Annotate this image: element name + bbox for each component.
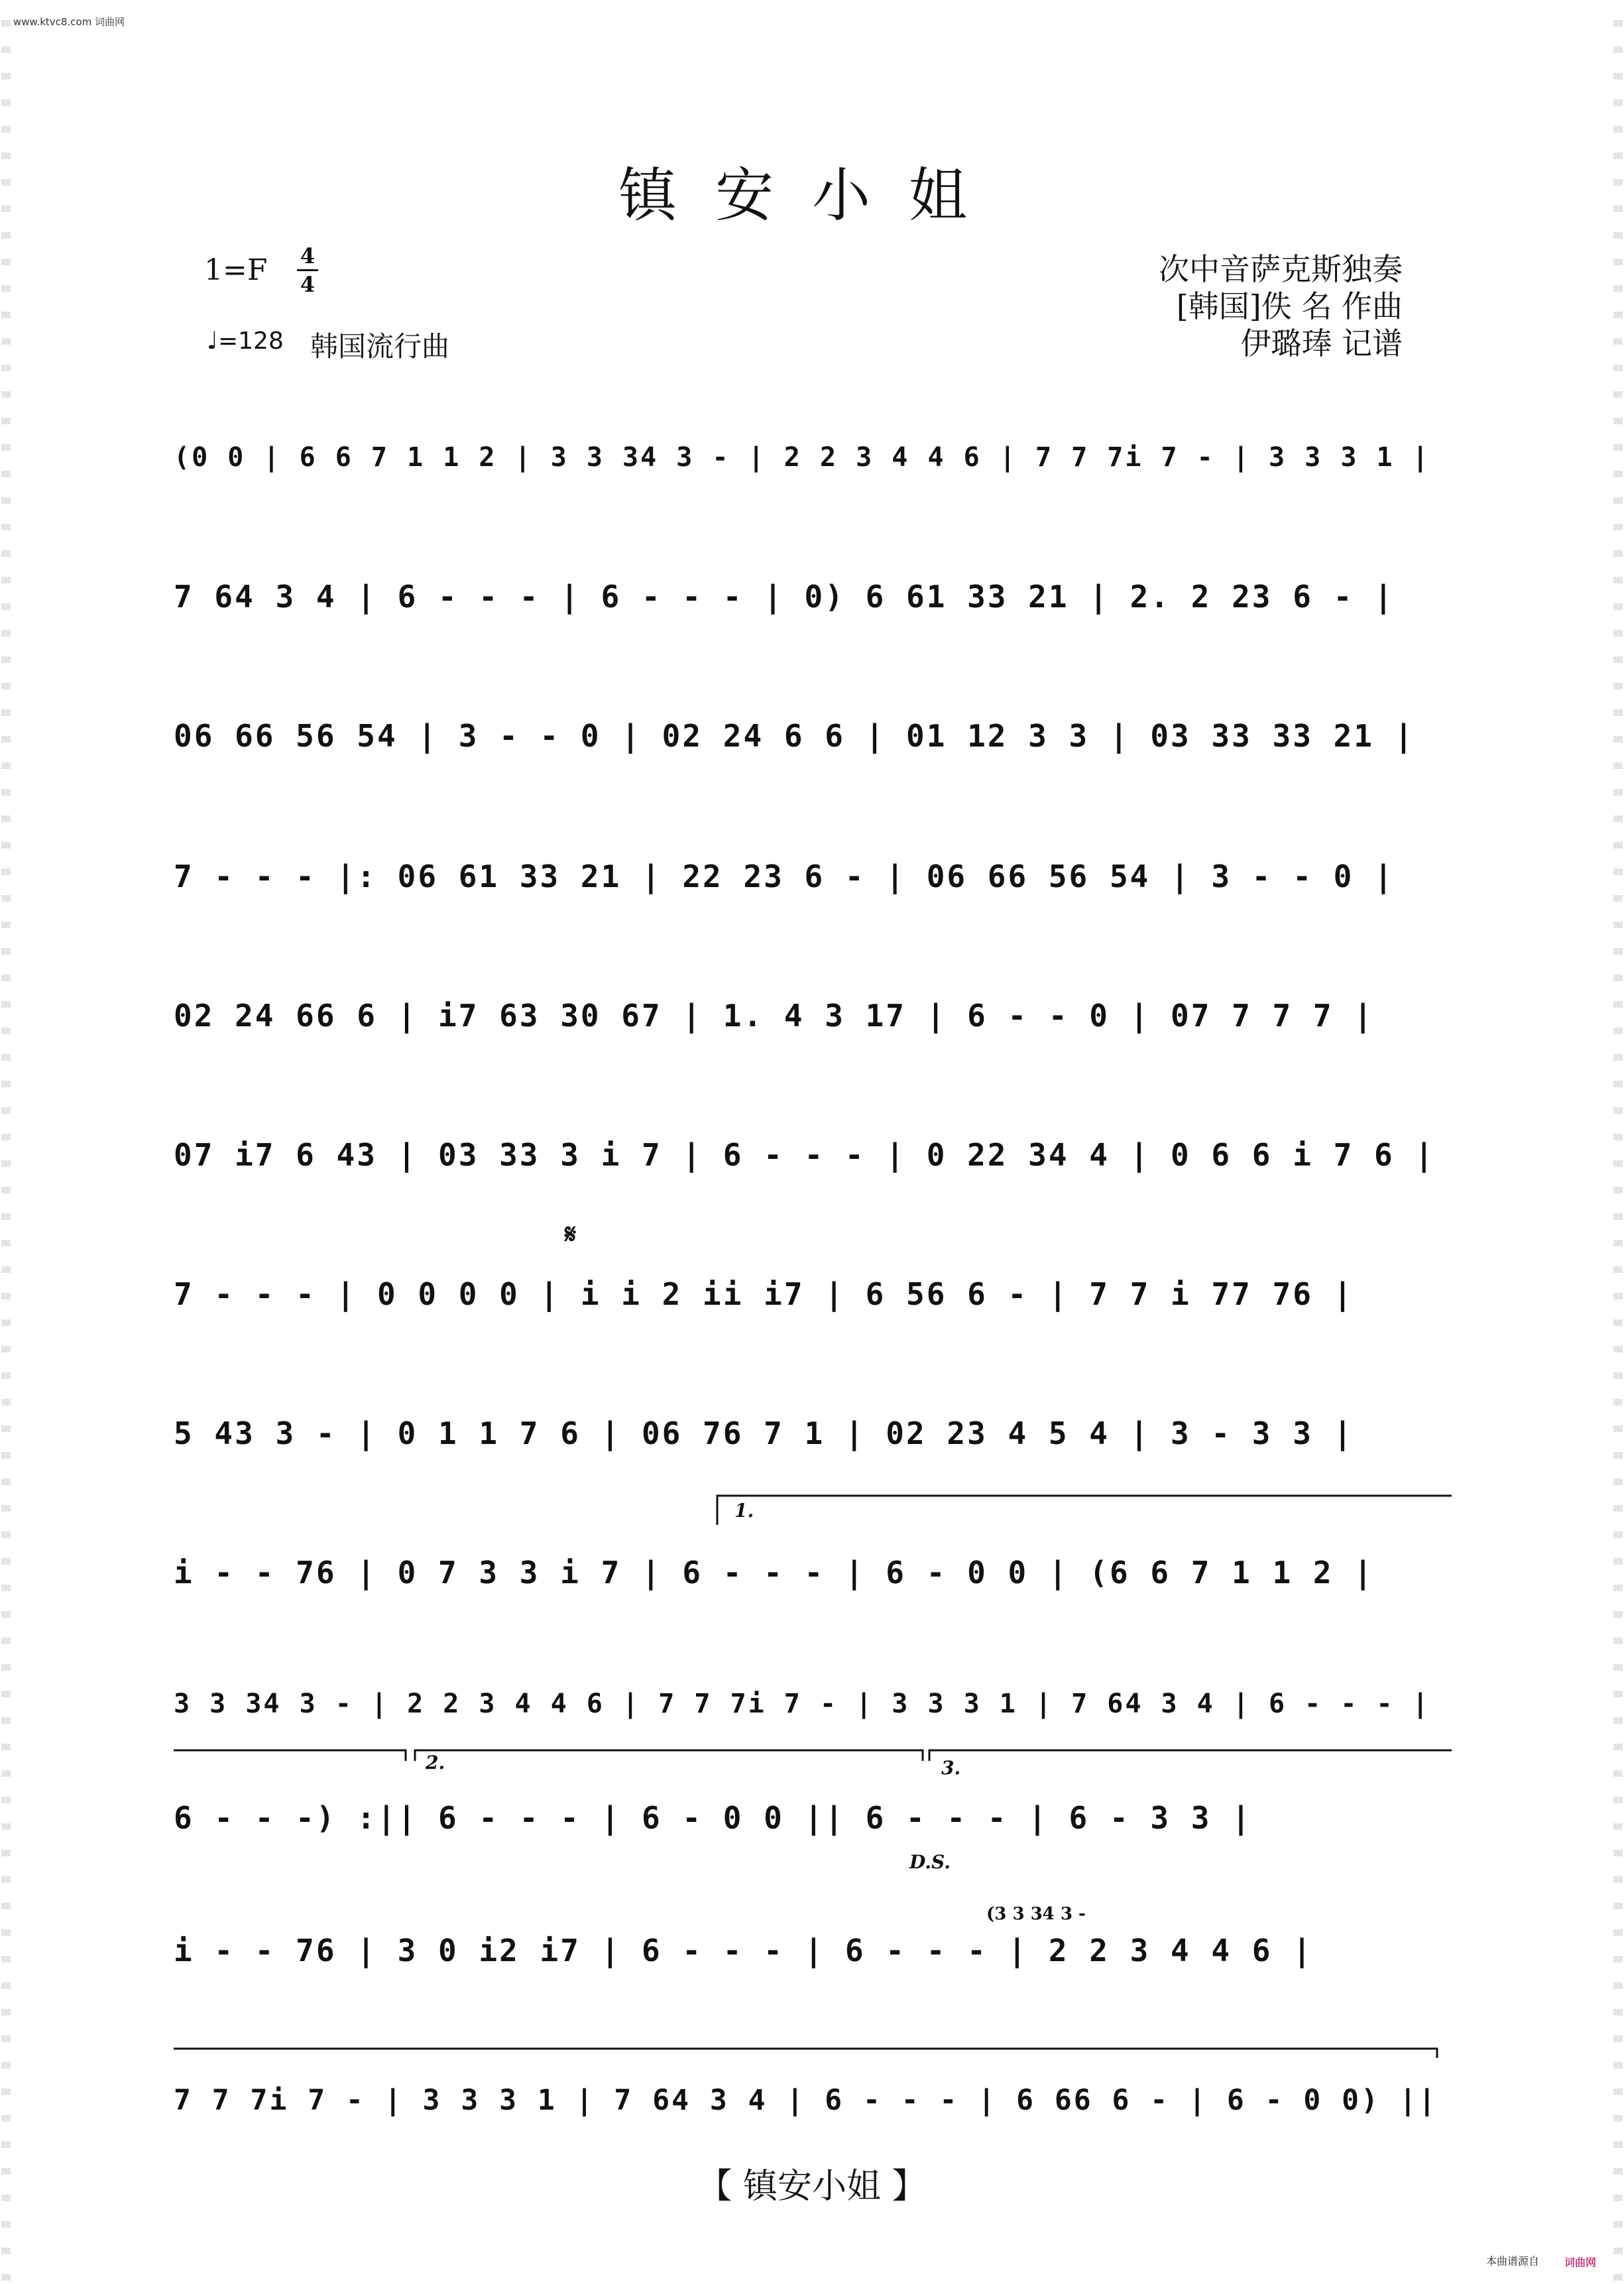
score-row-notes: (0 0 | 6 6 7 1 1 2 | 3 3 34 3 - | 2 2 3 4 4 6 | 7 7 7i 7 - | 3 3 3 1 | (174, 442, 1430, 473)
score-row-notes: 06 66 56 54 | 3 - - 0 | 02 24 6 6 | 01 12 3 3 | 03 33 33 21 | (174, 718, 1415, 754)
score-row-notes: 7 - - - | 0 0 0 0 | i i 2 ii i7 | 6 56 6 - | 7 7 i 77 76 | (174, 1276, 1354, 1312)
ds-marking: D.S. (909, 1851, 951, 1873)
score-row-notes: i - - 76 | 0 7 3 3 i 7 | 6 - - - | 6 - 0 0 | (6 6 7 1 1 2 | (174, 1555, 1374, 1591)
site-url: www.ktvc8.com 词曲网 (13, 16, 125, 28)
ending-2-label: 2. (426, 1752, 445, 1773)
score-row-notes: 02 24 66 6 | i7 63 30 67 | 1. 4 3 17 | 6 - - 0 | 07 7 7 7 | (174, 998, 1374, 1034)
credit-line-instrument: 次中音萨克斯独奏 (1159, 251, 1403, 287)
footer-title: 【 镇安小姐 】 (697, 2167, 927, 2206)
segno-sign: 𝄋 (565, 1219, 577, 1250)
small-cue-notes: (3 3 34 3 - (986, 1904, 1086, 1924)
score-row-notes: 07 i7 6 43 | 03 33 3 i 7 | 6 - - - | 0 22 34 4 | 0 6 6 i 7 6 | (174, 1137, 1436, 1173)
time-sig-bottom: 4 (300, 272, 316, 297)
credit-line-composer: [韩国]佚 名 作曲 (1176, 288, 1403, 324)
score-row-notes: 6 - - -) :|| 6 - - - | 6 - 0 0 || 6 - - - | 6 - 3 3 | (174, 1800, 1252, 1836)
score-row-notes: 7 7 7i 7 - | 3 3 3 1 | 7 64 3 4 | 6 - - - | 6 66 6 - | 6 - 0 0) || (174, 2084, 1438, 2117)
score-row-notes: i - - 76 | 3 0 i2 i7 | 6 - - - | 6 - - - | 2 2 3 4 4 6 | (174, 1933, 1313, 1968)
score-row-notes: 3 3 34 3 - | 2 2 3 4 4 6 | 7 7 7i 7 - | 3 3 3 1 | 7 64 3 4 | 6 - - - | (174, 1689, 1430, 1719)
key-signature: 1=F (204, 253, 268, 287)
credit-line-transcriber: 伊璐琫 记谱 (1240, 326, 1403, 361)
score-row-notes: 5 43 3 - | 0 1 1 7 6 | 06 76 7 1 | 02 23 4 5 4 | 3 - 3 3 | (174, 1415, 1354, 1451)
source-note: 本曲谱源自 (1485, 2255, 1539, 2267)
ending-1-label: 1. (734, 1500, 754, 1522)
score-row-notes: 7 64 3 4 | 6 - - - | 6 - - - | 0) 6 61 33 21 | 2. 2 23 6 - | (174, 579, 1395, 615)
tempo-marking: ♩=128 (207, 328, 284, 355)
time-sig-top: 4 (300, 243, 316, 269)
site-logo: 词曲网 (1564, 2256, 1596, 2269)
ending-3-label: 3. (941, 1757, 961, 1779)
genre-label: 韩国流行曲 (310, 330, 450, 363)
page-title: 镇安小姐 (618, 161, 1006, 229)
score-row-notes: 7 - - - |: 06 61 33 21 | 22 23 6 - | 06 66 56 54 | 3 - - 0 | (174, 859, 1395, 894)
